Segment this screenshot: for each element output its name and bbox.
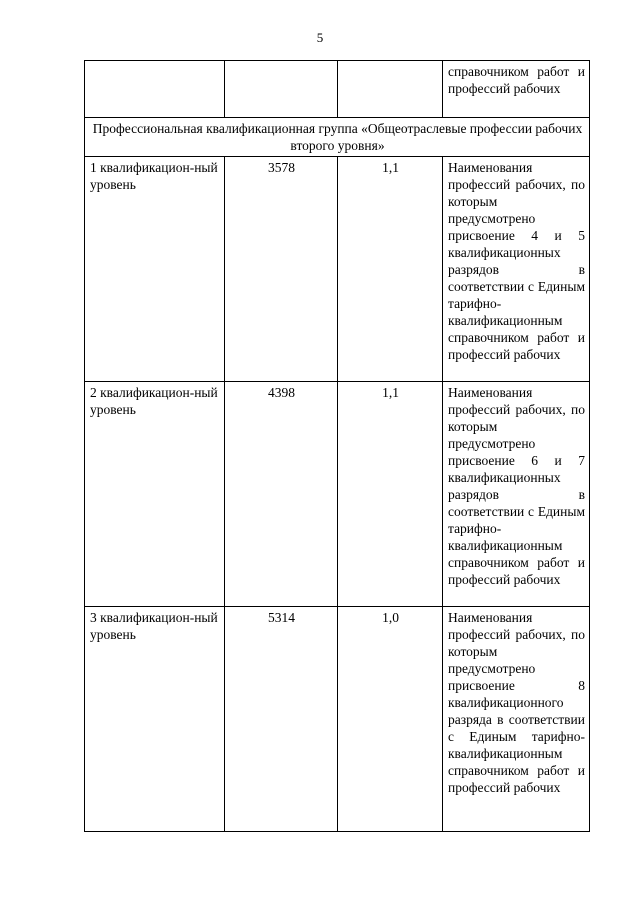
description-cell: Наименования профессий рабочих, по которым предусмотрено присвоение 6 и 7 квалификационных разрядов в соответствии с Единым тарифно-квалификационным справочником работ и профессий рабочих (443, 382, 590, 607)
table-row (85, 382, 590, 607)
table-row (85, 157, 590, 382)
description-cell: Наименования профессий рабочих, по которым предусмотрено присвоение 8 квалификационного разряда в соответствии с Единым тарифно-квалификационным справочником работ и профессий рабочих (443, 607, 590, 832)
level-cell (85, 61, 225, 118)
salary-cell: 5314 (225, 607, 338, 832)
description-cell: справочником работ и профессий рабочих (443, 61, 590, 118)
table-row (85, 607, 590, 832)
page-number: 5 (316, 30, 324, 45)
coefficient-cell: 1,1 (338, 382, 443, 607)
table-row-continuation (85, 61, 590, 118)
salary-cell: 3578 (225, 157, 338, 382)
level-cell: 3 квалификацион-ный уровень (85, 607, 225, 832)
salary-cell: 4398 (225, 382, 338, 607)
coefficient-cell (338, 61, 443, 118)
qualification-table (84, 60, 590, 832)
group-header: Профессиональная квалификационная группа «Общеотраслевые профессии рабочих второго уровня» (85, 118, 590, 157)
coefficient-cell: 1,0 (338, 607, 443, 832)
level-cell: 2 квалификацион-ный уровень (85, 382, 225, 607)
group-header-row (85, 118, 590, 157)
level-cell: 1 квалификацион-ный уровень (85, 157, 225, 382)
description-cell: Наименования профессий рабочих, по которым предусмотрено присвоение 4 и 5 квалификационных разрядов в соответствии с Единым тарифно-квалификационным справочником работ и профессий рабочих (443, 157, 590, 382)
salary-cell (225, 61, 338, 118)
coefficient-cell: 1,1 (338, 157, 443, 382)
